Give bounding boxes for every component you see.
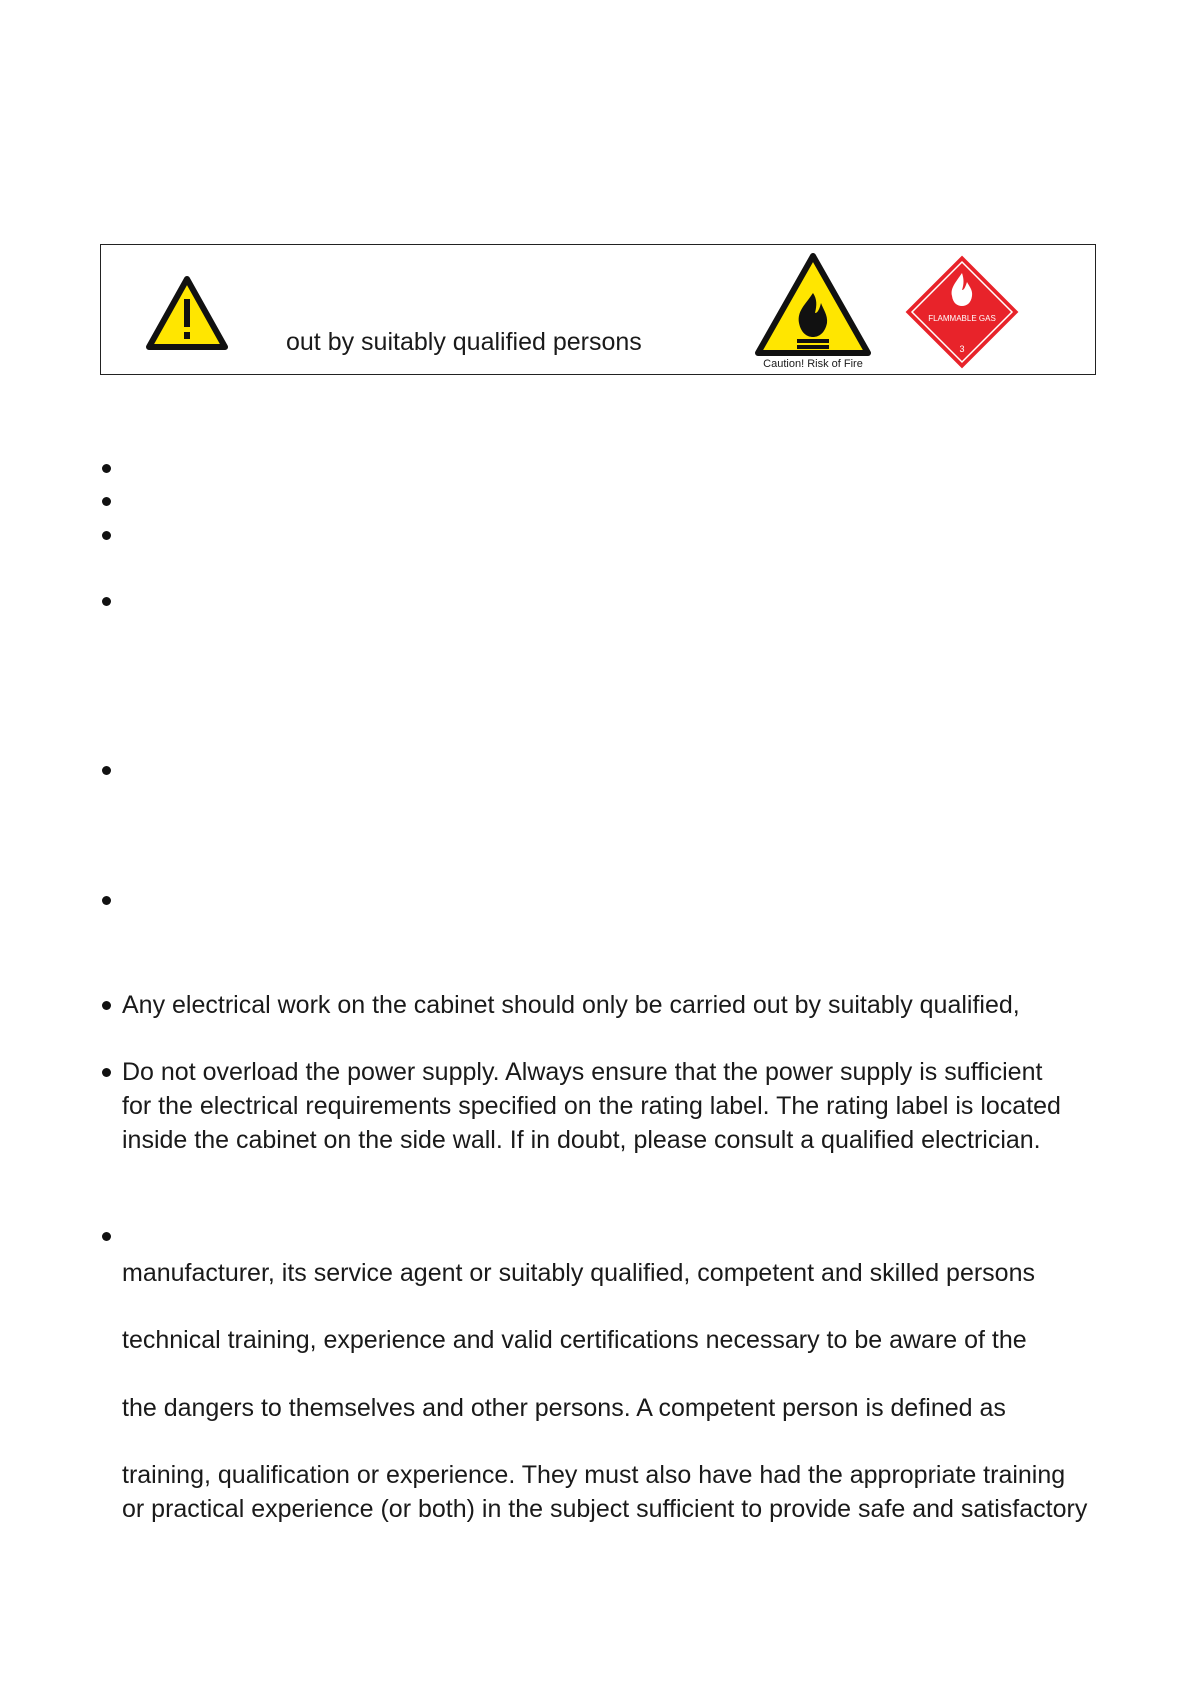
bullet-marker [102, 497, 111, 506]
bullet-marker [102, 531, 111, 540]
flammable-gas-icon [905, 255, 1019, 369]
warning-text: out by suitably qualified persons [286, 328, 642, 356]
gas-label: FLAMMABLE GAS [928, 314, 996, 323]
para-line: Do not overload the power supply. Always ensure that the power supply is sufficient [122, 1058, 1043, 1086]
fire-hazard-icon [755, 253, 871, 357]
fragment-line: or practical experience (or both) in the subject sufficient to provide safe and satisfactory [122, 1495, 1088, 1523]
para-line: for the electrical requirements specified on the rating label. The rating label is located [122, 1092, 1061, 1120]
bullet-power-supply [122, 1055, 1107, 1157]
bullet-electrical-work [122, 988, 1107, 1022]
bullet-marker [102, 896, 111, 905]
fragment-line: the dangers to themselves and other persons. A competent person is defined as [122, 1394, 1006, 1422]
fire-caption: Caution! Risk of Fire [763, 358, 863, 370]
fragment-line: technical training, experience and valid certifications necessary to be aware of the [122, 1326, 1027, 1354]
bullet-marker [102, 1001, 111, 1010]
bullet-marker [102, 766, 111, 775]
para-line: Any electrical work on the cabinet should only be carried out by suitably qualified, [122, 991, 1020, 1019]
para-line: inside the cabinet on the side wall. If in doubt, please consult a qualified electrician. [122, 1126, 1041, 1154]
bullet-marker [102, 597, 111, 606]
warning-banner [100, 244, 1096, 375]
bullet-marker [102, 464, 111, 473]
gas-class: 3 [959, 344, 965, 354]
fragment-line: manufacturer, its service agent or suitably qualified, competent and skilled persons [122, 1259, 1035, 1287]
bullet-marker [102, 1068, 111, 1077]
fragment-line: training, qualification or experience. They must also have had the appropriate training [122, 1461, 1066, 1489]
warning-triangle-icon [145, 275, 229, 351]
bullet-marker [102, 1232, 111, 1241]
